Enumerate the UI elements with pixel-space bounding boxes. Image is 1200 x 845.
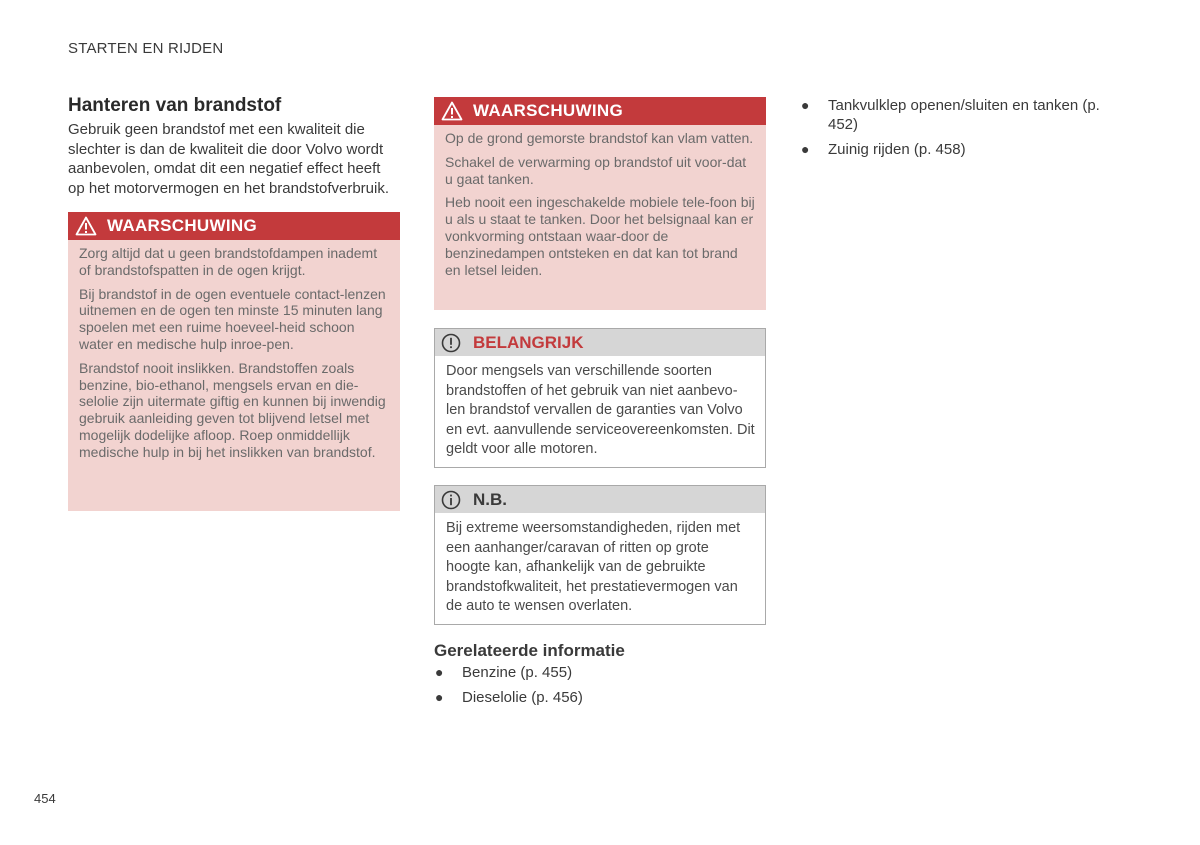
bullet-icon: ● (801, 141, 810, 157)
exclamation-circle-icon (441, 333, 461, 353)
related-link-label: Tankvulklep openen/sluiten en tanken (p. 452) (828, 97, 1100, 133)
important-text: Door mengsels van verschillende soorten brandstoffen of het gebruik van niet aanbevo-len brandstof vervallen de garanties van Volvo en evt. aanvullende serviceovereenkomsten. Dit geldt voor alle motoren. (446, 363, 755, 457)
important-box (434, 328, 766, 468)
info-circle-icon (441, 490, 461, 510)
warning-paragraph: Heb nooit een ingeschakelde mobiele tele-foon bij u als u staat te tanken. Door het belsignaal kan er vonkvorming ontstaan waar-door de benzinedampen ontsteken en dat kan tot brand en letsel leiden. (445, 194, 755, 278)
warning-box-fumes (68, 212, 400, 511)
section-heading: Hanteren van brandstof (68, 95, 282, 116)
warning-label: WAARSCHUWING (473, 101, 623, 120)
warning-body (434, 125, 766, 288)
bullet-icon: ● (435, 664, 444, 680)
note-label: N.B. (473, 489, 507, 509)
warning-box-spill (434, 97, 766, 310)
related-info-list-continued (800, 96, 1100, 165)
related-link-label: Zuinig rijden (p. 458) (828, 141, 966, 158)
note-header (435, 486, 765, 513)
warning-paragraph: Schakel de verwarming op brandstof uit voor-dat u gaat tanken. (445, 153, 747, 187)
intro-paragraph: Gebruik geen brandstof met een kwaliteit die slechter is dan de kwaliteit die door Volvo wordt aanbevolen, omdat dit een negatief effect heeft op het motorvermogen en het brandstofverbruik. (68, 121, 390, 197)
warning-header (68, 212, 400, 240)
important-label: BELANGRIJK (473, 332, 584, 352)
section-header: STARTEN EN RIJDEN (68, 40, 224, 57)
related-link-label: Dieselolie (p. 456) (462, 689, 583, 706)
warning-paragraph: Brandstof nooit inslikken. Brandstoffen zoals benzine, bio-ethanol, mengsels ervan en die-selolie zijn uitermate giftig en kunnen bij inwendig gebruik aanleiding geven tot blijvend letsel met mogelijk dodelijke afloop. Roep onmiddellijk medische hulp in bij het inslikken van brandstof. (79, 359, 386, 460)
related-link-tankvulklep[interactable] (800, 96, 1100, 134)
bullet-icon: ● (435, 689, 444, 705)
warning-paragraph: Zorg altijd dat u geen brandstofdampen inademt of brandstofspatten in de ogen krijgt. (79, 245, 378, 278)
related-link-zuinig-rijden[interactable] (800, 140, 1100, 159)
note-box (434, 485, 766, 625)
warning-triangle-icon (441, 101, 463, 121)
related-link-benzine[interactable] (434, 663, 583, 682)
warning-label: WAARSCHUWING (107, 216, 257, 235)
warning-paragraph: Op de grond gemorste brandstof kan vlam vatten. (445, 130, 754, 146)
warning-header (434, 97, 766, 125)
page-number: 454 (34, 791, 56, 806)
related-link-label: Benzine (p. 455) (462, 664, 573, 681)
bullet-icon: ● (801, 97, 810, 113)
warning-paragraph: Bij brandstof in de ogen eventuele contact-lenzen uitnemen en de ogen ten minste 15 minuten lang spoelen met een ruime hoeveel-heid schoon water en medische hulp inroe-pen. (79, 285, 386, 352)
important-header (435, 329, 765, 356)
related-info-title: Gerelateerde informatie (434, 641, 625, 660)
related-link-dieselolie[interactable] (434, 688, 583, 707)
related-info-list (434, 663, 583, 713)
note-text: Bij extreme weersomstandigheden, rijden met een aanhanger/caravan of ritten op grote hoogte kan, afhankelijk van de gebruikte brandstofkwaliteit, het prestatievermogen van de auto te wensen overlaten. (446, 520, 741, 614)
warning-triangle-icon (75, 216, 97, 236)
warning-body (68, 240, 400, 471)
